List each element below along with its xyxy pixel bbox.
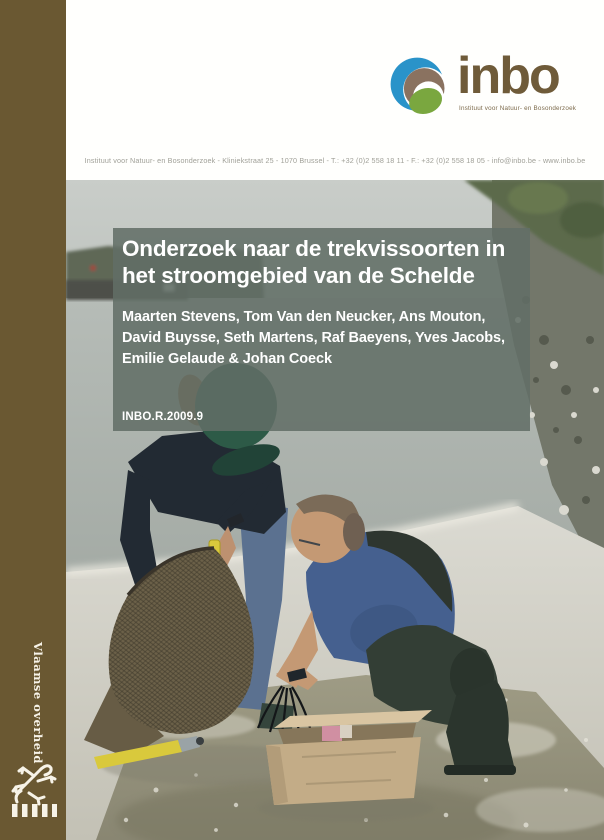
title-overlay-panel: [113, 228, 530, 431]
report-number: INBO.R.2009.9: [122, 411, 204, 423]
inbo-tagline: Instituut voor Natuur- en Bosonderzoek: [459, 105, 577, 112]
inbo-logotype: inbo: [457, 47, 559, 105]
inbo-logo-swirl-icon: [385, 52, 455, 122]
flemish-lion-icon: [9, 757, 57, 817]
crate: [258, 710, 434, 822]
flemish-bars-icon: [12, 804, 57, 817]
report-authors: Maarten Stevens, Tom Van den Neucker, Ans Mouton, David Buysse, Seth Martens, Raf Baeyens, Yves Jacobs, Emilie Gelaude & Johan Coeck: [122, 309, 505, 368]
vlaamse-overheid-label: Vlaamse overheid: [31, 642, 45, 764]
inbo-logo: [385, 47, 577, 127]
institute-address-line: Instituut voor Natuur- en Bosonderzoek - Kliniekstraat 25 - 1070 Brussel - T.: +32 (0)2 558 18 11 - F.: +32 (0)2 558 18 05 - info@inbo.be - www.inbo.be: [84, 156, 586, 165]
report-title: Onderzoek naar de trekvissoorten in het stroomgebied van de Schelde: [122, 236, 506, 288]
